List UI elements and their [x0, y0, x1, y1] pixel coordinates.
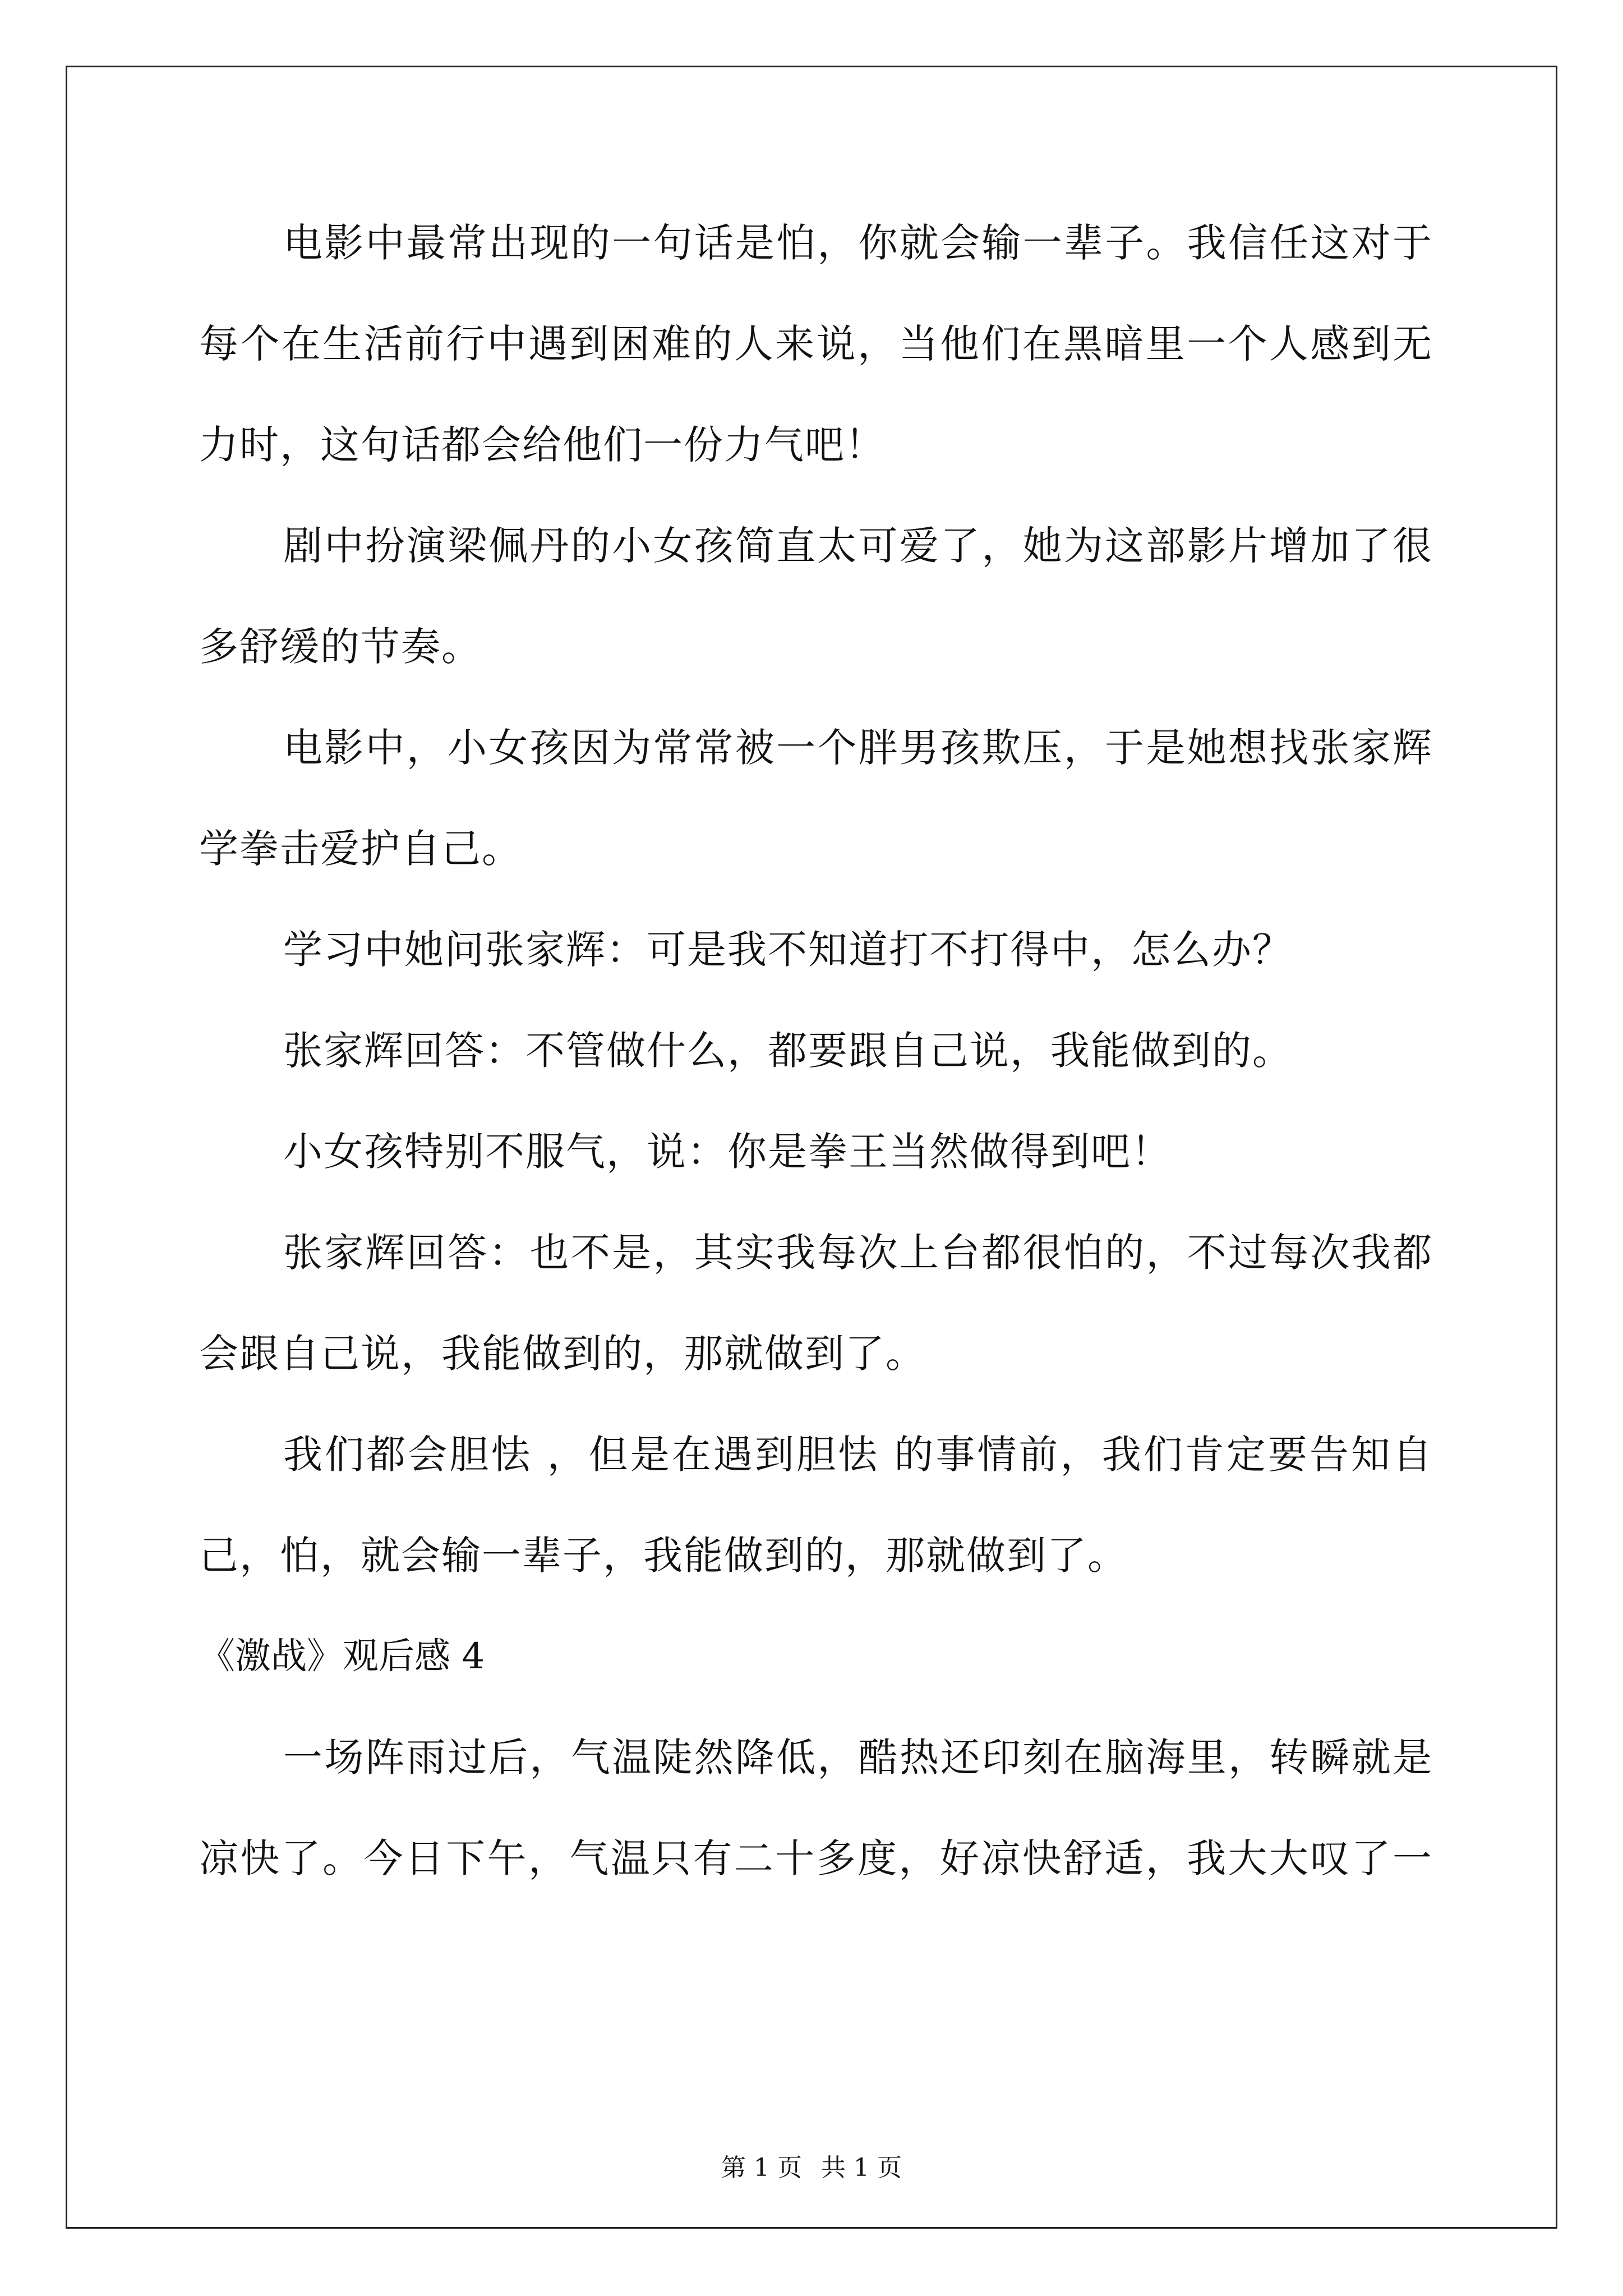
text-line: 学习中她问张家辉：可是我不知道打不打得中，怎么办？	[283, 927, 1293, 973]
paragraph-7	[199, 1230, 1433, 1377]
paragraph-4	[199, 927, 1433, 973]
text-line: 电影中，小女孩因为常常被一个胖男孩欺压，于是她想找张家辉	[283, 725, 1433, 771]
text-line: 剧中扮演梁佩丹的小女孩简直太可爱了，她为这部影片增加了很	[283, 523, 1433, 569]
paragraph-2	[199, 523, 1433, 670]
document-body	[199, 220, 1433, 1940]
text-line: 电影中最常出现的一句话是怕，你就会输一辈子。我信任这对于	[283, 220, 1433, 266]
text-line: 张家辉回答：不管做什么，都要跟自己说，我能做到的。	[283, 1028, 1293, 1074]
paragraph-6	[199, 1129, 1433, 1175]
text-line: 每个在生活前行中遇到困难的人来说，当他们在黑暗里一个人感到无	[199, 321, 1433, 367]
text-line: 己，怕，就会输一辈子，我能做到的，那就做到了。	[199, 1533, 1128, 1579]
text-line: 凉快了。今日下午，气温只有二十多度，好凉快舒适，我大大叹了一	[199, 1835, 1433, 1881]
text-line: 我们都会胆怯 ，但是在遇到胆怯 的事情前，我们肯定要告知自	[283, 1432, 1433, 1478]
paragraph-3	[199, 725, 1433, 872]
text-line: 张家辉回答：也不是，其实我每次上台都很怕的，不过每次我都	[283, 1230, 1433, 1276]
text-line: 多舒缓的节奏。	[199, 624, 482, 670]
section-heading: 《激战》观后感 4	[199, 1636, 485, 1677]
page-footer	[0, 2154, 1623, 2182]
text-line: 小女孩特别不服气，说：你是拳王当然做得到吧！	[283, 1129, 1172, 1175]
paragraph-8	[199, 1432, 1433, 1579]
section-paragraph-1	[199, 1734, 1433, 1881]
text-line: 一场阵雨过后，气温陡然降低，酷热还印刻在脑海里，转瞬就是	[283, 1734, 1433, 1780]
page-number: 第 1 页	[721, 2154, 802, 2182]
text-line: 力时，这句话都会给他们一份力气吧！	[199, 422, 886, 468]
paragraph-5	[199, 1028, 1433, 1074]
text-line: 会跟自己说，我能做到的，那就做到了。	[199, 1331, 926, 1377]
page-total: 共 1 页	[821, 2154, 902, 2182]
text-line: 学拳击爱护自己。	[199, 826, 522, 872]
paragraph-1	[199, 220, 1433, 468]
